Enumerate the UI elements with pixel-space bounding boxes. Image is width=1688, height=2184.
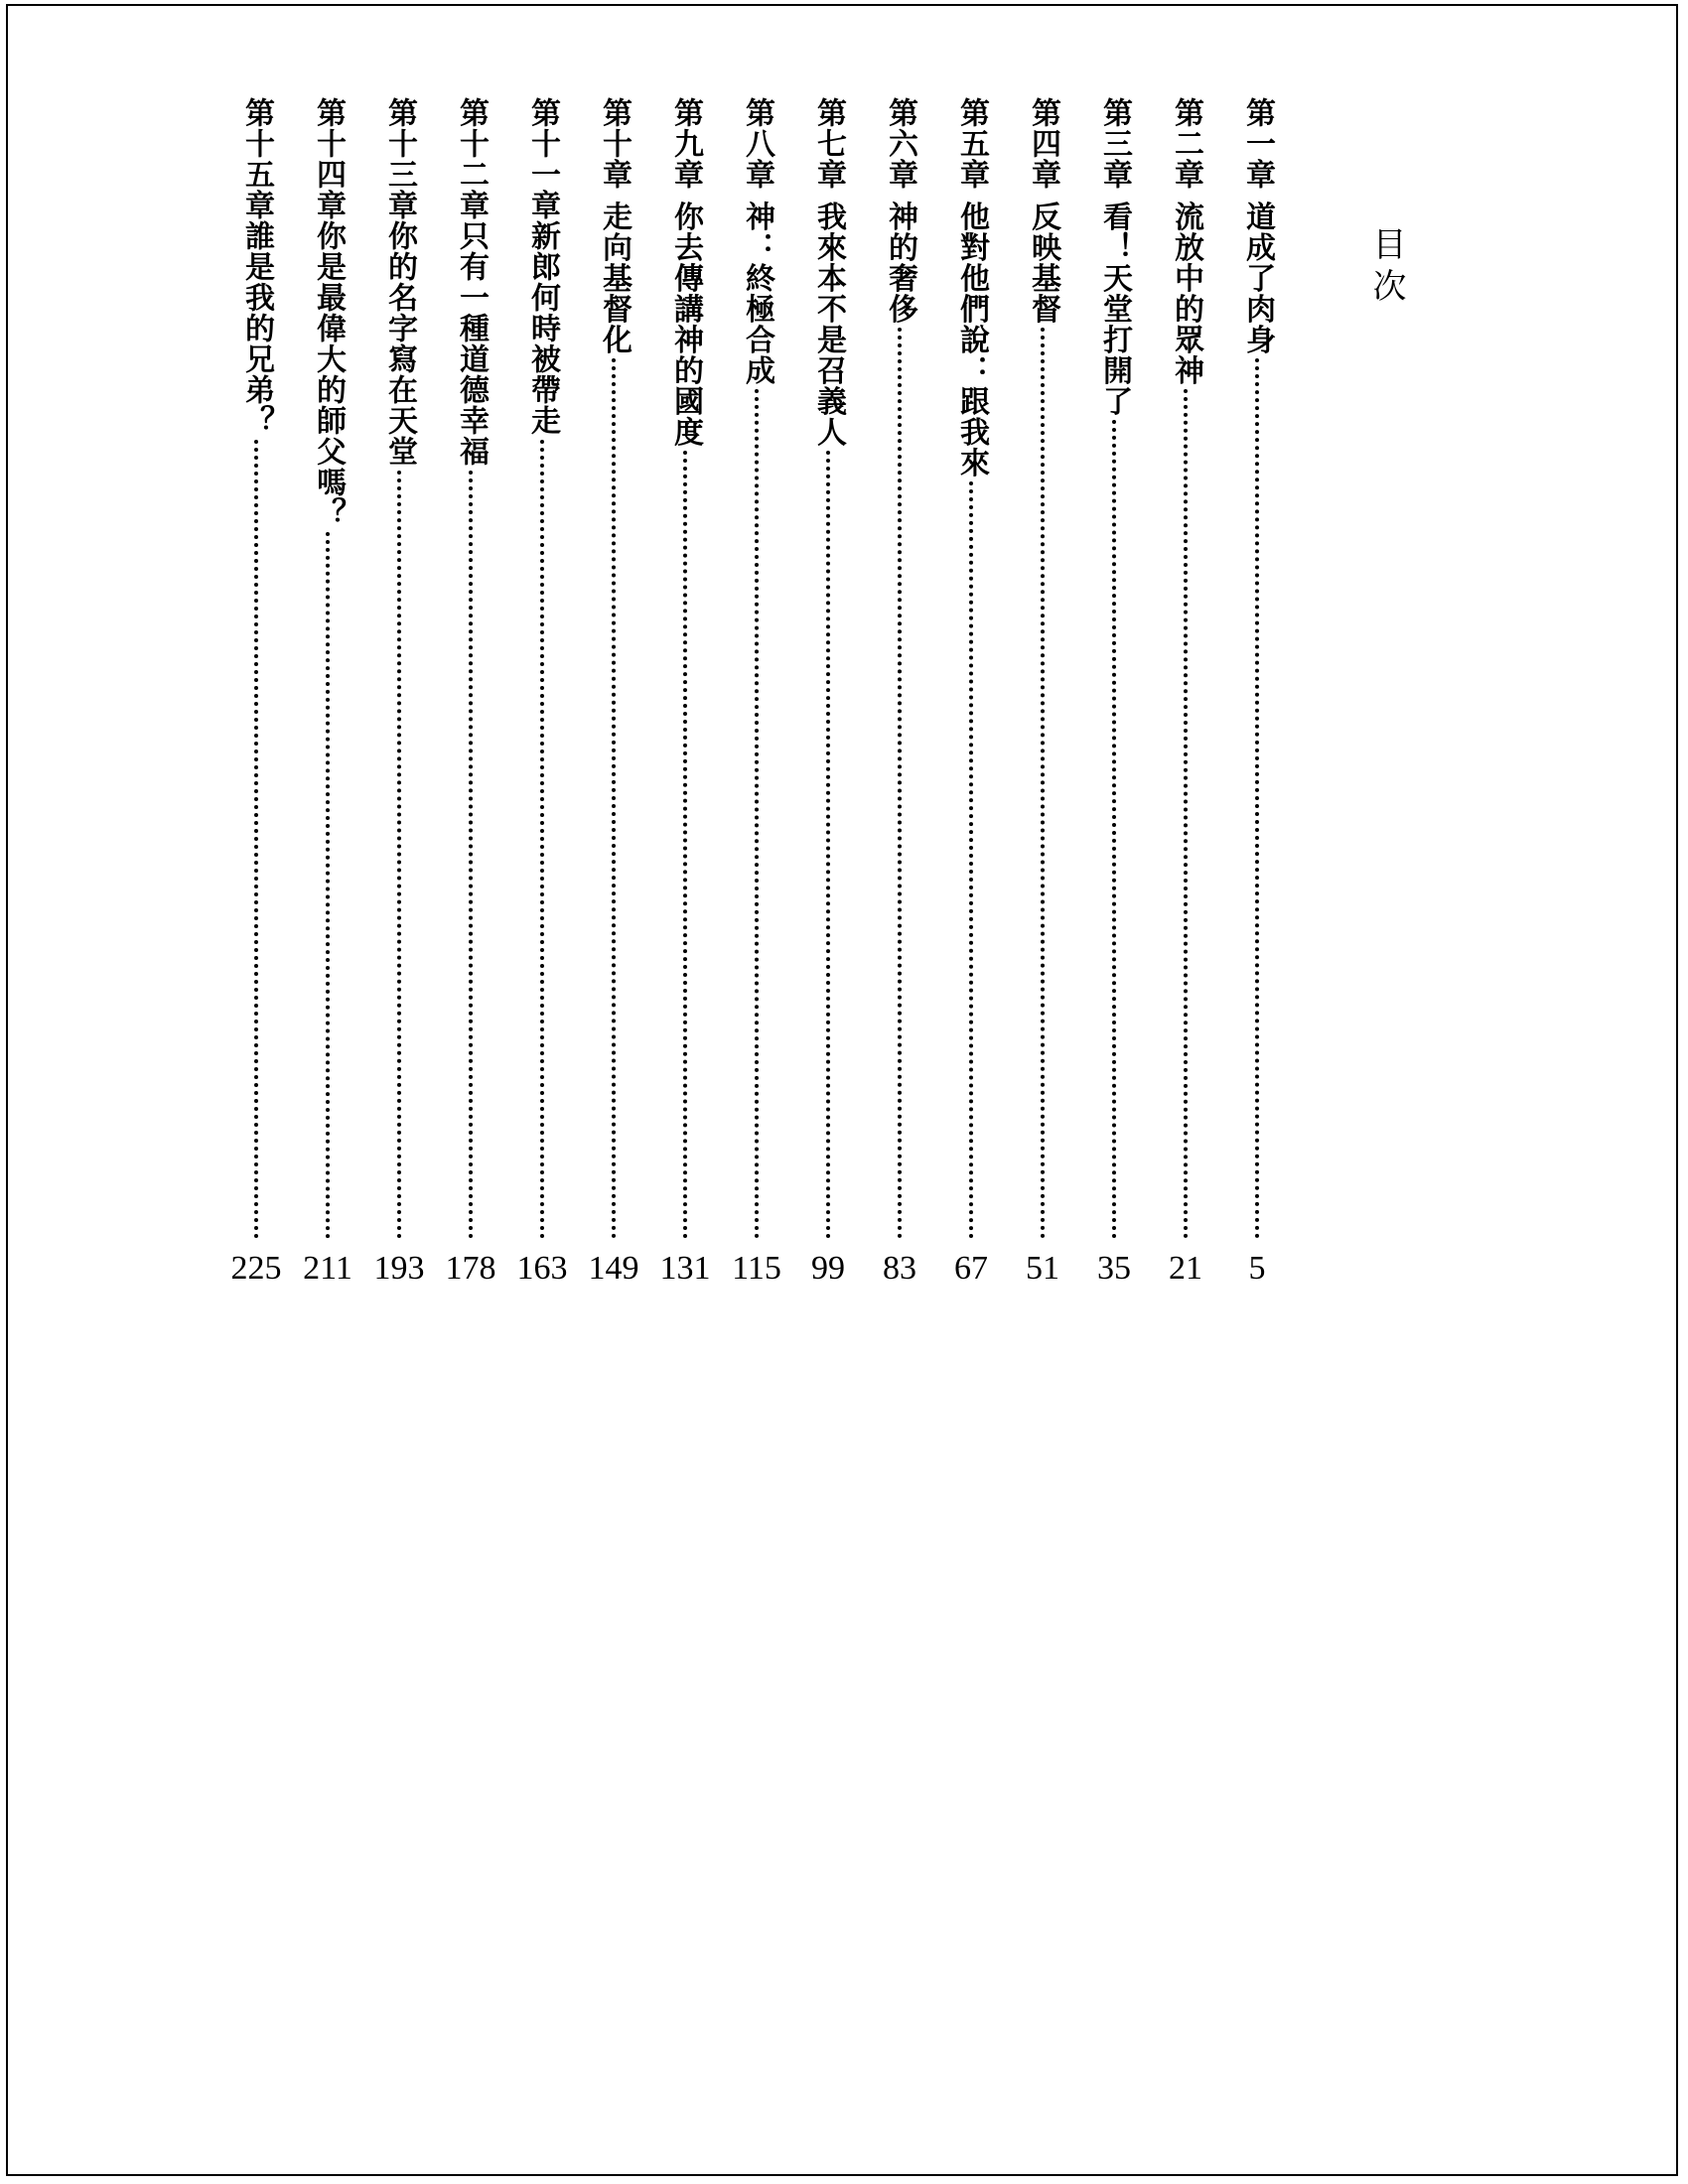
toc-entry-label: 第九章 你去傳講神的國度 <box>668 97 703 448</box>
dotted-leader <box>1184 389 1188 1239</box>
dotted-leader <box>683 451 687 1239</box>
toc-entry-4[interactable] <box>1013 97 1072 1289</box>
toc-entry-label: 第七章 我來本不是召義人 <box>811 97 846 448</box>
toc-entry-11[interactable] <box>512 97 572 1289</box>
toc-page-number: 83 <box>883 1250 916 1287</box>
toc-entry-label: 第十一章新郎何時被帶走 <box>525 97 560 436</box>
dotted-leader <box>254 440 258 1239</box>
toc-page-number: 51 <box>1026 1250 1059 1287</box>
toc-entry-label: 第四章 反映基督 <box>1026 97 1060 325</box>
toc-entry-label: 第十五章誰是我的兄弟？ <box>239 97 274 436</box>
toc-entry-label: 第二章 流放中的眾神 <box>1169 97 1203 386</box>
toc-entry-12[interactable] <box>441 97 500 1289</box>
dotted-leader <box>397 471 401 1239</box>
dotted-leader <box>826 451 830 1239</box>
dotted-leader <box>612 358 616 1239</box>
toc-entry-6[interactable] <box>870 97 929 1289</box>
toc-page-number: 99 <box>811 1250 845 1287</box>
toc-entry-5[interactable] <box>941 97 1001 1289</box>
toc-page-number: 193 <box>373 1250 425 1287</box>
toc-page-number: 178 <box>445 1250 496 1287</box>
dotted-leader <box>326 532 330 1239</box>
page-frame <box>6 4 1678 2176</box>
toc-entry-label: 第六章 神的奢侈 <box>883 97 917 325</box>
toc-entry-label: 第三章 看！天堂打開了 <box>1097 97 1132 417</box>
toc-page-number: 211 <box>303 1250 352 1287</box>
dotted-leader <box>1041 328 1045 1239</box>
toc-entry-8[interactable] <box>727 97 786 1289</box>
toc-page-number: 67 <box>954 1250 988 1287</box>
dotted-leader <box>898 328 902 1239</box>
toc-page-number: 163 <box>516 1250 568 1287</box>
toc-entry-10[interactable] <box>584 97 643 1289</box>
toc-entry-14[interactable] <box>298 97 357 1289</box>
toc-entry-label: 第八章 神：終極合成 <box>740 97 774 386</box>
dotted-leader <box>1255 358 1259 1239</box>
toc-page-number: 115 <box>732 1250 781 1287</box>
toc-page-number: 21 <box>1169 1250 1202 1287</box>
toc-page-number: 131 <box>659 1250 711 1287</box>
toc-entry-label: 第十三章你的名字寫在天堂 <box>382 97 417 467</box>
toc-page-number: 35 <box>1097 1250 1131 1287</box>
toc-title: 目次 <box>1366 226 1406 310</box>
toc-entry-label: 第一章 道成了肉身 <box>1240 97 1275 355</box>
toc-page-number: 149 <box>588 1250 639 1287</box>
dotted-leader <box>1112 420 1116 1239</box>
toc-entry-9[interactable] <box>655 97 715 1289</box>
dotted-leader <box>755 389 759 1239</box>
dotted-leader <box>540 440 544 1239</box>
toc-entry-3[interactable] <box>1084 97 1144 1289</box>
dotted-leader <box>469 471 473 1239</box>
toc-entry-2[interactable] <box>1156 97 1215 1289</box>
toc-page-number: 5 <box>1248 1250 1266 1287</box>
toc-entry-15[interactable] <box>226 97 286 1289</box>
dotted-leader <box>969 481 973 1239</box>
toc-entry-7[interactable] <box>798 97 858 1289</box>
toc-page-number: 225 <box>230 1250 282 1287</box>
toc-entry-label: 第五章 他對他們說：跟我來 <box>954 97 989 478</box>
toc-entry-label: 第十章 走向基督化 <box>597 97 632 355</box>
toc-entry-13[interactable] <box>369 97 429 1289</box>
toc-entry-label: 第十四章你是最偉大的師父嗎？ <box>311 97 346 528</box>
toc-entry-1[interactable] <box>1227 97 1287 1289</box>
toc-entry-label: 第十二章只有一種道德幸福 <box>454 97 489 467</box>
